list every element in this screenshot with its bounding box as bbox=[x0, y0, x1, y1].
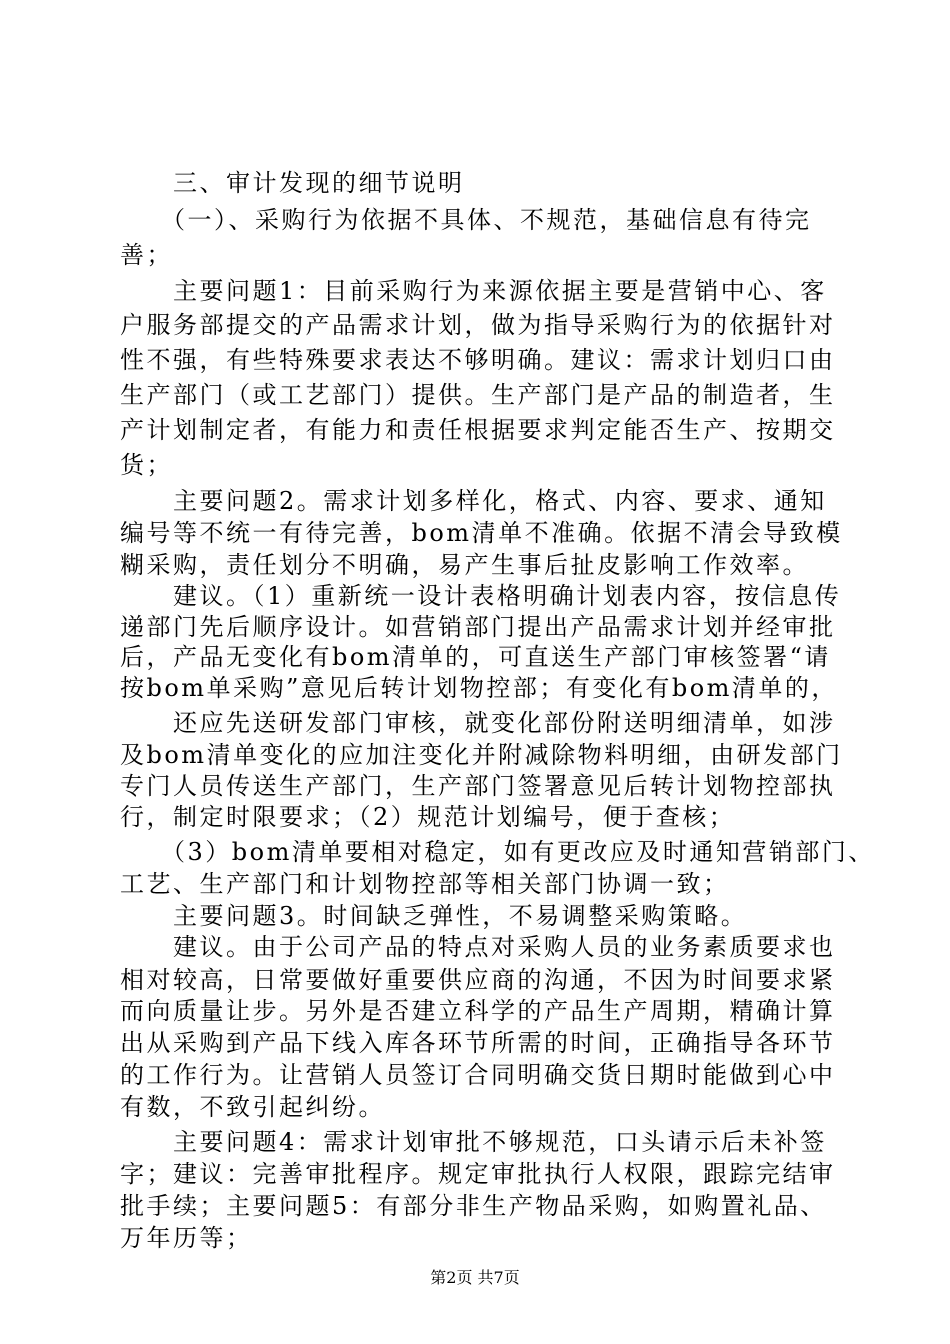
text-line: 建议。由于公司产品的特点对采购人员的业务素质要求也 bbox=[120, 933, 836, 961]
text-line: 后，产品无变化有bom清单的，可直送生产部门审核签署“请 bbox=[120, 643, 831, 671]
text-line: 专门人员传送生产部门，生产部门签署意见后转计划物控部执 bbox=[120, 772, 836, 800]
text-line: （3）bom清单要相对稳定，如有更改应及时通知营销部门、 bbox=[120, 838, 875, 866]
text-line: 出从采购到产品下线入库各环节所需的时间，正确指导各环节 bbox=[120, 1029, 836, 1057]
text-line: 还应先送研发部门审核，就变化部份附送明细清单，如涉 bbox=[120, 709, 836, 737]
text-line: 的工作行为。让营销人员签订合同明确交货日期时能做到心中 bbox=[120, 1061, 836, 1089]
text-line: 主要问题1：目前采购行为来源依据主要是营销中心、客 bbox=[120, 277, 827, 305]
text-line: 万年历等； bbox=[120, 1224, 253, 1252]
text-line: 递部门先后顺序设计。如营销部门提出产品需求计划并经审批 bbox=[120, 613, 836, 641]
text-line: 性不强，有些特殊要求表达不够明确。建议：需求计划归口由 bbox=[120, 346, 836, 374]
text-line: 而向质量让步。另外是否建立科学的产品生产周期，精确计算 bbox=[120, 997, 836, 1025]
text-line: 货； bbox=[120, 451, 173, 479]
text-line: 及bom清单变化的应加注变化并附减除物料明细，由研发部门 bbox=[120, 741, 843, 769]
text-line: 生产部门（或工艺部门）提供。生产部门是产品的制造者，生 bbox=[120, 381, 836, 409]
text-line: 户服务部提交的产品需求计划，做为指导采购行为的依据针对 bbox=[120, 311, 836, 339]
text-line: 相对较高，日常要做好重要供应商的沟通，不因为时间要求紧 bbox=[120, 966, 836, 994]
text-line: 按bom单采购”意见后转计划物控部；有变化有bom清单的， bbox=[120, 674, 838, 702]
text-line: 有数，不致引起纠纷。 bbox=[120, 1093, 385, 1121]
text-line: 建议。（1）重新统一设计表格明确计划表内容，按信息传 bbox=[120, 582, 842, 610]
text-line: 主要问题3。时间缺乏弹性，不易调整采购策略。 bbox=[120, 902, 748, 930]
text-line: 编号等不统一有待完善，bom清单不准确。依据不清会导致模 bbox=[120, 519, 843, 547]
text-line: 三、审计发现的细节说明 bbox=[120, 169, 465, 197]
text-line: 产计划制定者，有能力和责任根据要求判定能否生产、按期交 bbox=[120, 416, 836, 444]
text-line: （一）、采购行为依据不具体、不规范，基础信息有待完 bbox=[120, 206, 812, 234]
text-line: 字；建议：完善审批程序。规定审批执行人权限，跟踪完结审 bbox=[120, 1160, 836, 1188]
text-line: 善； bbox=[120, 241, 173, 269]
page-number-footer: 第2页 共7页 bbox=[430, 1268, 520, 1287]
text-line: 批手续；主要问题5：有部分非生产物品采购，如购置礼品、 bbox=[120, 1192, 827, 1220]
text-line: 主要问题2。需求计划多样化，格式、内容、要求、通知 bbox=[120, 487, 827, 515]
text-line: 主要问题4：需求计划审批不够规范，口头请示后未补签 bbox=[120, 1128, 827, 1156]
text-line: 行，制定时限要求；（2）规范计划编号，便于查核； bbox=[120, 803, 736, 831]
text-line: 糊采购，责任划分不明确，易产生事后扯皮影响工作效率。 bbox=[120, 551, 809, 579]
text-line: 工艺、生产部门和计划物控部等相关部门协调一致； bbox=[120, 870, 730, 898]
